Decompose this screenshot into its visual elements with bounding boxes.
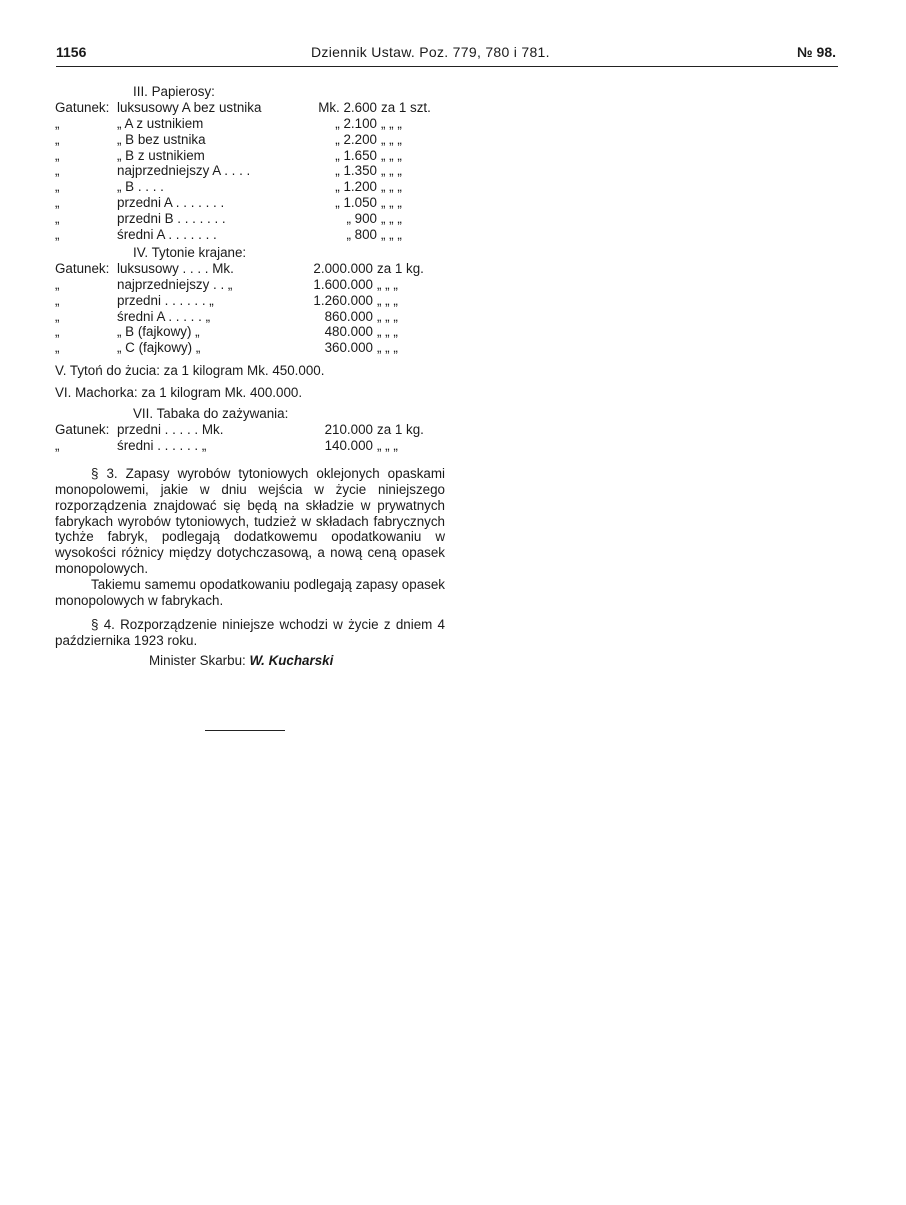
row-label: „ — [55, 324, 60, 340]
row-price: „ 800 — [346, 227, 377, 243]
row-unit: za 1 kg. — [377, 260, 424, 276]
row-label: „ — [55, 340, 60, 356]
row-price: 140.000 — [324, 437, 373, 453]
row-grade: średni . . . . . . „ — [117, 437, 207, 453]
row-price: 1.600.000 — [313, 276, 373, 292]
row-unit: „ „ „ — [377, 276, 398, 292]
row-unit: „ „ „ — [377, 292, 398, 308]
row-price: „ 1.200 — [335, 179, 377, 195]
section-cut-tobacco — [55, 245, 445, 356]
row-label: „ — [55, 292, 60, 308]
row-unit: „ „ „ — [381, 211, 402, 227]
row-grade: „ B . . . . — [117, 179, 164, 195]
price-row — [55, 324, 445, 340]
price-row — [55, 340, 445, 356]
price-row — [55, 438, 445, 454]
row-label: „ — [55, 211, 60, 227]
price-row — [55, 309, 445, 325]
issue-number: № 98. — [797, 44, 836, 60]
row-label: „ — [55, 147, 60, 163]
row-label: Gatunek: — [55, 99, 110, 115]
row-label: „ — [55, 163, 60, 179]
row-unit: „ „ „ — [377, 437, 398, 453]
price-row — [55, 148, 445, 164]
section-cigarettes — [55, 84, 445, 243]
row-label: „ — [55, 276, 60, 292]
price-row — [55, 116, 445, 132]
signature-role: Minister Skarbu: — [149, 652, 246, 668]
row-price: „ 2.200 — [335, 131, 377, 147]
row-unit: „ „ „ — [381, 179, 402, 195]
row-unit: „ „ „ — [381, 195, 402, 211]
row-unit: za 1 szt. — [381, 99, 431, 115]
price-row — [55, 261, 445, 277]
row-grade: przedni . . . . . Mk. — [117, 422, 224, 438]
paragraph-3-continued: Takiemu samemu opodatkowaniu podlegają zapasy opasek monopolowych w fabrykach. — [55, 577, 445, 609]
text-column — [55, 84, 445, 669]
row-label: Gatunek: — [55, 422, 110, 438]
price-row — [55, 211, 445, 227]
row-grade: „ B z ustnikiem — [117, 147, 205, 163]
section-title: VII. Tabaka do zażywania: — [133, 406, 289, 422]
row-price: Mk. 2.600 — [318, 99, 377, 115]
section-chewing-tobacco: V. Tytoń do żucia: za 1 kilogram Mk. 450.000. — [55, 363, 325, 379]
row-unit: „ „ „ — [381, 147, 402, 163]
row-grade: luksusowy . . . . Mk. — [117, 260, 234, 276]
row-label: Gatunek: — [55, 260, 110, 276]
row-price: „ 2.100 — [335, 115, 377, 131]
row-label: „ — [55, 195, 60, 211]
row-label: „ — [55, 115, 60, 131]
row-price: 1.260.000 — [313, 292, 373, 308]
row-label: „ — [55, 131, 60, 147]
row-grade: najprzedniejszy A . . . . — [117, 163, 251, 179]
row-grade: średni A . . . . . . . — [117, 227, 217, 243]
price-row — [55, 195, 445, 211]
price-row — [55, 179, 445, 195]
row-price: „ 1.350 — [335, 163, 377, 179]
row-grade: najprzedniejszy . . „ — [117, 276, 233, 292]
price-row — [55, 132, 445, 148]
price-row — [55, 293, 445, 309]
header-rule — [56, 66, 838, 67]
price-list — [55, 100, 445, 243]
paragraph-4: § 4. Rozporządzenie niniejsze wchodzi w życie z dniem 4 października 1923 roku. — [55, 617, 445, 648]
row-grade: „ B bez ustnika — [117, 131, 206, 147]
row-price: 480.000 — [324, 324, 373, 340]
page-header — [56, 44, 836, 64]
row-unit: „ „ „ — [377, 324, 398, 340]
section-machorka: VI. Machorka: za 1 kilogram Mk. 400.000. — [55, 385, 303, 401]
row-unit: „ „ „ — [381, 163, 402, 179]
row-label: „ — [55, 437, 60, 453]
signature — [55, 653, 445, 669]
page-number: 1156 — [56, 44, 87, 60]
row-unit: „ „ „ — [381, 115, 402, 131]
row-grade: przedni B . . . . . . . — [117, 211, 226, 227]
row-price: „ 900 — [346, 211, 377, 227]
row-grade: przedni A . . . . . . . — [117, 195, 225, 211]
price-row — [55, 163, 445, 179]
row-label: „ — [55, 227, 60, 243]
price-row — [55, 422, 445, 438]
price-row — [55, 227, 445, 243]
row-grade: „ C (fajkowy) „ — [117, 340, 201, 356]
end-rule — [205, 730, 285, 731]
price-row — [55, 100, 445, 116]
section-title: IV. Tytonie krajane: — [133, 244, 247, 260]
row-price: 210.000 — [324, 422, 373, 438]
row-price: 360.000 — [324, 340, 373, 356]
row-price: 2.000.000 — [313, 260, 373, 276]
section-title: III. Papierosy: — [133, 84, 215, 99]
paragraph-3: § 3. Zapasy wyrobów tytoniowych oklejonych opaskami monopolowemi, jakie w dniu wejścia w życie niniejszego rozporządzenia znajdować się będą na składzie w prywatnych fabrykach wyrobów tytoniowych, tudzież w składach fabrycznych tychże fabryk, podlegają dodatkowemu opodatkowaniu w wysokości różnicy między dotychczasową, a nową ceną opasek monopolowych. — [55, 465, 445, 577]
row-price: „ 1.650 — [335, 147, 377, 163]
row-unit: „ „ „ — [377, 308, 398, 324]
row-unit: za 1 kg. — [377, 422, 424, 438]
row-unit: „ „ „ — [381, 131, 402, 147]
row-grade: „ A z ustnikiem — [117, 115, 204, 131]
section-snuff — [55, 406, 445, 454]
row-label: „ — [55, 179, 60, 195]
row-grade: średni A . . . . . „ — [117, 308, 211, 324]
price-list — [55, 261, 445, 356]
row-label: „ — [55, 308, 60, 324]
price-row — [55, 277, 445, 293]
price-list — [55, 422, 445, 454]
row-grade: „ B (fajkowy) „ — [117, 324, 200, 340]
row-unit: „ „ „ — [381, 227, 402, 243]
signature-name: W. Kucharski — [249, 652, 334, 668]
journal-title: Dziennik Ustaw. Poz. 779, 780 i 781. — [311, 44, 550, 60]
row-price: „ 1.050 — [335, 195, 377, 211]
row-grade: przedni . . . . . . „ — [117, 292, 214, 308]
row-unit: „ „ „ — [377, 340, 398, 356]
row-price: 860.000 — [324, 308, 373, 324]
row-grade: luksusowy A bez ustnika — [117, 99, 262, 115]
